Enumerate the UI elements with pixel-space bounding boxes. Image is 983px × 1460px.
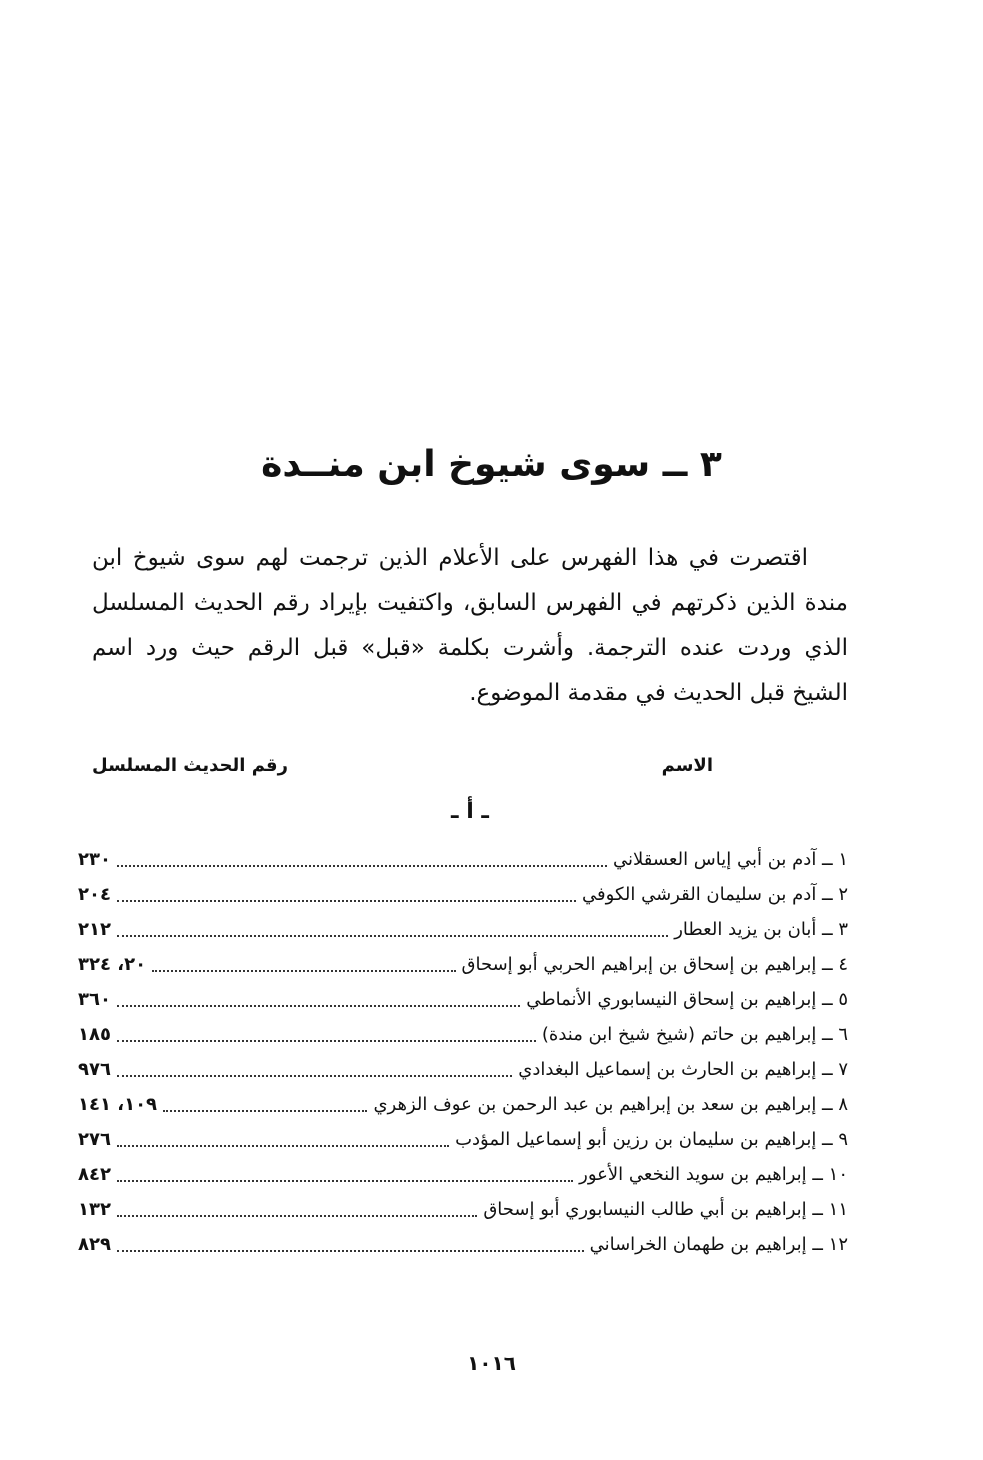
entry-number: ٢٧٦ xyxy=(78,1129,111,1150)
list-item xyxy=(78,1052,848,1087)
entry-number: ١٣٢ xyxy=(78,1199,111,1220)
list-item xyxy=(78,1122,848,1157)
entry-number: ٢٣٠ xyxy=(78,849,111,870)
dot-leader xyxy=(117,1040,536,1042)
dot-leader xyxy=(117,865,607,867)
list-item xyxy=(78,1087,848,1122)
entry-name: ٢ ــ آدم بن سليمان القرشي الكوفي xyxy=(582,884,848,905)
list-item xyxy=(78,1157,848,1192)
entry-name: ٨ ــ إبراهيم بن سعد بن إبراهيم بن عبد الرحمن بن عوف الزهري xyxy=(373,1094,848,1115)
dot-leader xyxy=(117,935,668,937)
dot-leader xyxy=(152,970,455,972)
dot-leader xyxy=(117,1250,584,1252)
dot-leader xyxy=(117,1215,477,1217)
list-item xyxy=(78,947,848,982)
section-title: ٣ ــ سوى شيوخ ابن منــدة xyxy=(261,444,722,485)
list-item xyxy=(78,842,848,877)
list-item xyxy=(78,982,848,1017)
entry-number: ٢٠، ٣٢٤ xyxy=(78,954,147,975)
list-item xyxy=(78,912,848,947)
column-header-number: رقم الحديث المسلسل xyxy=(92,755,288,776)
dot-leader xyxy=(117,900,576,902)
entry-number: ١٠٩، ١٤١ xyxy=(78,1094,158,1115)
entry-name: ٥ ــ إبراهيم بن إسحاق النيسابوري الأنماطي xyxy=(526,989,848,1010)
entry-number: ٨٤٢ xyxy=(78,1164,111,1185)
entry-name: ١ ــ آدم بن أبي إياس العسقلاني xyxy=(613,849,848,870)
entry-name: ٩ ــ إبراهيم بن سليمان بن رزين أبو إسماعيل المؤدب xyxy=(455,1129,848,1150)
entry-number: ٨٢٩ xyxy=(78,1234,111,1255)
entry-name: ١٢ ــ إبراهيم بن طهمان الخراساني xyxy=(589,1234,848,1255)
page-number: ١٠١٦ xyxy=(467,1351,516,1375)
entry-name: ١٠ ــ إبراهيم بن سويد النخعي الأعور xyxy=(579,1164,848,1185)
dot-leader xyxy=(117,1005,520,1007)
entries-list xyxy=(78,842,848,1262)
entry-number: ٢٠٤ xyxy=(78,884,111,905)
entry-number: ١٨٥ xyxy=(78,1024,111,1045)
dot-leader xyxy=(117,1145,449,1147)
entry-name: ٦ ــ إبراهيم بن حاتم (شيخ شيخ ابن مندة) xyxy=(541,1024,848,1045)
column-header-name: الاسم xyxy=(661,755,713,776)
dot-leader xyxy=(117,1180,573,1182)
entry-number: ٣٦٠ xyxy=(78,989,111,1010)
list-item xyxy=(78,1017,848,1052)
intro-paragraph: اقتصرت في هذا الفهرس على الأعلام الذين ترجمت لهم سوى شيوخ ابن مندة الذين ذكرتهم في الفهرس السابق، واكتفيت بإيراد رقم الحديث المسلسل الذي وردت عنده الترجمة. وأشرت بكلمة «قبل» قبل الرقم حيث ورد اسم الشيخ قبل الحديث في مقدمة الموضوع. xyxy=(92,545,848,706)
dot-leader xyxy=(117,1075,512,1077)
entry-name: ١١ ــ إبراهيم بن أبي طالب النيسابوري أبو إسحاق xyxy=(483,1199,848,1220)
letter-heading: ـ أ ـ xyxy=(451,799,489,824)
dot-leader xyxy=(163,1110,367,1112)
entry-number: ٢١٢ xyxy=(78,919,111,940)
list-item xyxy=(78,877,848,912)
list-item xyxy=(78,1227,848,1262)
list-item xyxy=(78,1192,848,1227)
entry-number: ٩٧٦ xyxy=(78,1059,111,1080)
entry-name: ٣ ــ أبان بن يزيد العطار xyxy=(674,919,848,940)
entry-name: ٧ ــ إبراهيم بن الحارث بن إسماعيل البغدادي xyxy=(518,1059,848,1080)
entry-name: ٤ ــ إبراهيم بن إسحاق بن إبراهيم الحربي أبو إسحاق xyxy=(461,954,848,975)
